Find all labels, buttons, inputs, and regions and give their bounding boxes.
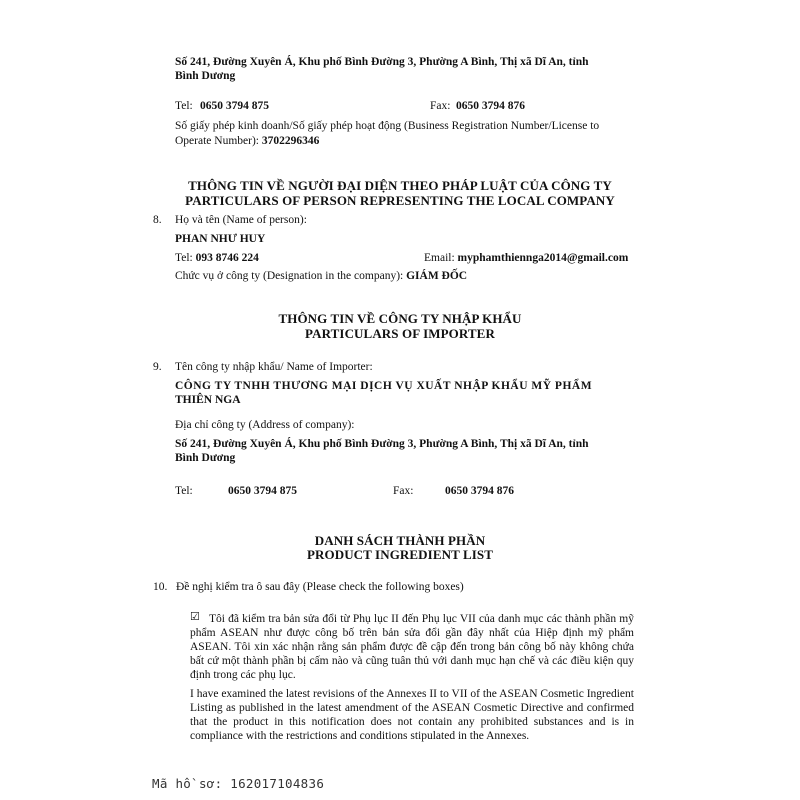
representative-email-label: Email: (424, 252, 458, 264)
representative-name-label: Họ và tên (Name of person): (175, 214, 307, 226)
representative-designation (175, 270, 467, 282)
representative-name: PHAN NHƯ HUY (175, 233, 266, 245)
top-fax-label: Fax: (430, 100, 451, 112)
top-tel-value: 0650 3794 875 (200, 100, 269, 112)
representative-tel (175, 252, 259, 264)
representative-heading-vi: THÔNG TIN VỀ NGƯỜI ĐẠI DIỆN THEO PHÁP LUẬT CỦA CÔNG TY (188, 178, 612, 193)
item-number-9: 9. (153, 361, 162, 373)
representative-email-value: myphamthiennga2014@gmail.com (457, 252, 629, 264)
license-line1: Số giấy phép kinh doanh/Số giấy phép hoạt động (Business Registration Number/License to (175, 120, 600, 132)
importer-heading-en: PARTICULARS OF IMPORTER (305, 326, 495, 341)
record-code: Mã hồ sơ: 162017104836 (152, 776, 325, 791)
declaration-en: I have examined the latest revisions of the Annexes II to VII of the ASEAN Cosmetic Ingredient Listing as published in the latest amendment of the ASEAN Cosmetic Directive and confirmed that the product in this notification does not contain any prohibited substances and is in compliance with the restrictions and conditions stipulated in the Annexes. (190, 688, 634, 742)
top-fax-value: 0650 3794 876 (456, 100, 525, 112)
checkbox-checked-icon[interactable]: ☑ (190, 611, 200, 623)
top-tel-label: Tel: (175, 100, 193, 112)
representative-tel-value: 093 8746 224 (195, 252, 259, 264)
ingredients-heading-en: PRODUCT INGREDIENT LIST (306, 547, 494, 562)
importer-name-label: Tên công ty nhập khẩu/ Name of Importer: (175, 361, 373, 373)
importer-company-line2: THIÊN NGA (175, 394, 241, 406)
representative-email (424, 252, 628, 264)
license-number: 3702296346 (261, 135, 320, 147)
representative-designation-label: Chức vụ ở công ty (Designation in the company): (175, 270, 407, 282)
license-label: Operate Number): (175, 135, 262, 147)
importer-fax-value: 0650 3794 876 (445, 485, 514, 497)
item-number-8: 8. (153, 214, 162, 226)
license-line2 (175, 135, 319, 147)
top-address-line2: Bình Dương (175, 70, 236, 82)
representative-designation-value: GIÁM ĐỐC (406, 270, 468, 282)
importer-fax-label: Fax: (393, 485, 414, 497)
top-address-line1: Số 241, Đường Xuyên Á, Khu phố Bình Đường 3, Phường A Bình, Thị xã Dĩ An, tỉnh (175, 56, 589, 68)
representative-heading-en: PARTICULARS OF PERSON REPRESENTING THE LOCAL COMPANY (185, 193, 615, 208)
importer-heading-vi: THÔNG TIN VỀ CÔNG TY NHẬP KHẨU (278, 311, 522, 326)
ingredients-heading-vi: DANH SÁCH THÀNH PHẦN (314, 533, 486, 548)
check-instruction: Đề nghị kiểm tra ô sau đây (Please check the following boxes) (176, 581, 464, 593)
importer-address-label: Địa chỉ công ty (Address of company): (175, 419, 355, 431)
importer-tel-value: 0650 3794 875 (228, 485, 297, 497)
declaration-vi: Tôi đã kiểm tra bản sửa đổi từ Phụ lục II đến Phụ lục VII của danh mục các thành phần mỹ phẩm ASEAN như được công bố trên bản sửa đổi gần đây nhất của Hiệp định mỹ phẩm ASEAN. Tôi xin xác nhận rằng sản phẩm được đề cập đến trong bản công bố này không chứa bất cứ một thành phần bị cấm nào và cũng tuân thủ với danh mục hạn chế và các điều kiện quy định trong các phụ lục. (190, 613, 634, 681)
importer-tel-label: Tel: (175, 485, 193, 497)
importer-address-line1: Số 241, Đường Xuyên Á, Khu phố Bình Đường 3, Phường A Bình, Thị xã Dĩ An, tỉnh (175, 438, 589, 450)
importer-company-line1: CÔNG TY TNHH THƯƠNG MẠI DỊCH VỤ XUẤT NHẬP KHẨU MỸ PHẨM (175, 380, 593, 392)
importer-address-line2: Bình Dương (175, 452, 236, 464)
representative-tel-label: Tel: (175, 252, 196, 264)
item-number-10: 10. (153, 581, 168, 593)
